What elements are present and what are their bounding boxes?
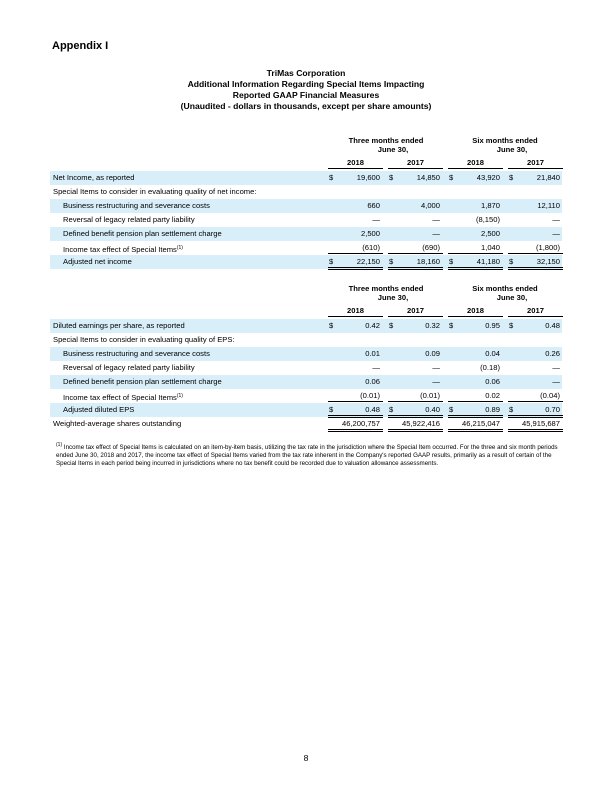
cell-value: — xyxy=(552,377,560,386)
row-label xyxy=(63,361,195,375)
row-label-text: Special Items to consider in evaluating quality of EPS: xyxy=(53,335,235,344)
table-cell xyxy=(448,171,503,183)
table-cell xyxy=(508,333,563,345)
row-label xyxy=(53,333,235,347)
six-months-header xyxy=(447,136,563,154)
cell-value: 22,150 xyxy=(356,257,380,266)
footnote-marker: (1) xyxy=(56,442,63,448)
table-row xyxy=(50,389,562,403)
cell-value: 1,870 xyxy=(480,201,500,210)
table-cell xyxy=(388,347,443,359)
cell-value: (0.01) xyxy=(420,391,440,400)
cell-value: — xyxy=(432,215,440,224)
table-cell xyxy=(448,417,503,432)
table-cell xyxy=(508,319,563,331)
table-cell xyxy=(328,347,383,359)
cell-value: 0.40 xyxy=(425,405,440,414)
table-row xyxy=(50,185,562,199)
row-label xyxy=(53,417,181,431)
table-cell xyxy=(328,185,383,197)
row-label-text: Business restructuring and severance costs xyxy=(63,201,210,210)
cell-value: 21,840 xyxy=(536,173,560,182)
row-label-text: Adjusted diluted EPS xyxy=(63,405,135,414)
table-cell xyxy=(328,375,383,387)
table-cell xyxy=(448,185,503,197)
header-line-1: Additional Information Regarding Special Items Impacting xyxy=(187,79,425,89)
year-header: 2018 xyxy=(448,157,503,169)
table-cell xyxy=(508,241,563,254)
cell-value: — xyxy=(372,363,380,372)
cell-value: 46,215,047 xyxy=(461,419,500,428)
cell-value: 0.01 xyxy=(365,349,380,358)
row-label xyxy=(63,227,222,241)
dollar-sign: $ xyxy=(449,405,454,414)
table-cell xyxy=(508,361,563,373)
table-row xyxy=(50,241,562,255)
table-cell xyxy=(508,389,563,402)
three-months-line2: June 30, xyxy=(377,145,409,154)
cell-value: 0.48 xyxy=(365,405,380,414)
table-row xyxy=(50,403,562,417)
table-cell xyxy=(508,199,563,211)
table-row xyxy=(50,347,562,361)
cell-value: (690) xyxy=(422,243,440,252)
cell-value: 0.26 xyxy=(545,349,560,358)
table-cell xyxy=(508,403,563,418)
three-months-line1: Three months ended xyxy=(348,284,424,293)
cell-value: — xyxy=(432,229,440,238)
six-months-line2: June 30, xyxy=(496,293,528,302)
table-cell xyxy=(508,255,563,270)
cell-value: 32,150 xyxy=(536,257,560,266)
row-label-text: Reversal of legacy related party liability xyxy=(63,215,195,224)
table-cell xyxy=(448,241,503,254)
table-cell xyxy=(508,171,563,183)
cell-value: (0.01) xyxy=(360,391,380,400)
three-months-line2: June 30, xyxy=(377,293,409,302)
three-months-header xyxy=(328,136,444,154)
table-cell xyxy=(328,241,383,254)
row-label-text: Adjusted net income xyxy=(63,257,132,266)
row-label xyxy=(63,199,210,213)
dollar-sign: $ xyxy=(329,257,334,266)
table-row xyxy=(50,199,562,213)
cell-value: 660 xyxy=(367,201,380,210)
table-row xyxy=(50,417,562,431)
six-months-line1: Six months ended xyxy=(472,136,538,145)
table-row xyxy=(50,375,562,389)
cell-value: (1,800) xyxy=(535,243,560,252)
table-cell xyxy=(328,171,383,183)
table-row xyxy=(50,171,562,185)
dollar-sign: $ xyxy=(329,173,334,182)
cell-value: 45,915,687 xyxy=(521,419,560,428)
cell-value: — xyxy=(432,363,440,372)
dollar-sign: $ xyxy=(389,173,394,182)
cell-value: 19,600 xyxy=(356,173,380,182)
row-label xyxy=(53,171,134,185)
row-label xyxy=(53,185,256,199)
cell-value: 4,000 xyxy=(420,201,440,210)
six-months-line1: Six months ended xyxy=(472,284,538,293)
dollar-sign: $ xyxy=(389,321,394,330)
header-line-3: (Unaudited - dollars in thousands, except per share amounts) xyxy=(180,101,432,111)
table-row xyxy=(50,227,562,241)
year-header: 2018 xyxy=(328,305,383,317)
cell-value: 2,500 xyxy=(480,229,500,238)
table-row xyxy=(50,213,562,227)
three-months-line1: Three months ended xyxy=(348,136,424,145)
dollar-sign: $ xyxy=(449,173,454,182)
cell-value: 0.95 xyxy=(485,321,500,330)
cell-value: 0.02 xyxy=(485,391,500,400)
table-cell xyxy=(448,389,503,402)
table-cell xyxy=(388,403,443,418)
cell-value: 1,040 xyxy=(480,243,500,252)
table-cell xyxy=(328,361,383,373)
six-months-header xyxy=(447,284,563,302)
table-cell xyxy=(388,361,443,373)
table-cell xyxy=(328,417,383,432)
cell-value: — xyxy=(552,215,560,224)
row-label-text: Income tax effect of Special Items xyxy=(63,245,177,254)
table-row xyxy=(50,361,562,375)
table-cell xyxy=(508,417,563,432)
cell-value: 45,922,416 xyxy=(401,419,440,428)
table-cell xyxy=(508,347,563,359)
row-label-text: Weighted-average shares outstanding xyxy=(53,419,182,428)
cell-value: 0.06 xyxy=(485,377,500,386)
cell-value: 2,500 xyxy=(360,229,380,238)
cell-value: — xyxy=(372,215,380,224)
row-label-text: Diluted earnings per share, as reported xyxy=(53,321,185,330)
table-cell xyxy=(448,319,503,331)
dollar-sign: $ xyxy=(389,405,394,414)
cell-value: 0.89 xyxy=(485,405,500,414)
cell-value: 0.06 xyxy=(365,377,380,386)
page-number: 8 xyxy=(303,753,309,763)
row-label-text: Defined benefit pension plan settlement charge xyxy=(63,377,222,386)
row-label xyxy=(63,213,195,227)
dollar-sign: $ xyxy=(389,257,394,266)
table-cell xyxy=(388,171,443,183)
table-cell xyxy=(388,241,443,254)
table-cell xyxy=(388,417,443,432)
row-label-text: Special Items to consider in evaluating quality of net income: xyxy=(53,187,257,196)
cell-value: 0.32 xyxy=(425,321,440,330)
footnote-text: Income tax effect of Special Items is calculated on an item-by-item basis, utilizing the tax rate in the jurisdiction where the Special Item occurred. For the three and six month periods ended June 30, 2018 and 2017, the income tax effect of Special Items varied from the tax rate inherent in the Company's reported GAAP results, primarily as a result of certain of the Special Items in each period being incurred in jurisdictions where no tax benefit could be recorded due to valuation allowance assessments. xyxy=(56,444,558,467)
cell-value: — xyxy=(552,363,560,372)
table-cell xyxy=(448,333,503,345)
table-cell xyxy=(328,213,383,225)
table-cell xyxy=(388,185,443,197)
three-months-header xyxy=(328,284,444,302)
cell-value: 12,110 xyxy=(537,201,560,210)
table-cell xyxy=(388,375,443,387)
footnote-ref: (1) xyxy=(176,393,183,399)
table-cell xyxy=(448,227,503,239)
table-cell xyxy=(508,185,563,197)
row-label-text: Net Income, as reported xyxy=(53,173,135,182)
table-cell xyxy=(388,389,443,402)
table-cell xyxy=(388,255,443,270)
table-cell xyxy=(328,389,383,402)
year-header: 2018 xyxy=(328,157,383,169)
table-cell xyxy=(448,213,503,225)
table-cell xyxy=(328,319,383,331)
row-label-text: Business restructuring and severance costs xyxy=(63,349,210,358)
cell-value: (0.04) xyxy=(540,391,560,400)
row-label xyxy=(63,255,132,269)
cell-value: — xyxy=(552,229,560,238)
cell-value: 0.70 xyxy=(545,405,560,414)
table-cell xyxy=(508,375,563,387)
dollar-sign: $ xyxy=(329,405,334,414)
row-label xyxy=(63,375,222,389)
table-cell xyxy=(508,227,563,239)
dollar-sign: $ xyxy=(509,405,514,414)
company-name: TriMas Corporation xyxy=(266,68,346,78)
dollar-sign: $ xyxy=(449,257,454,266)
table-cell xyxy=(448,347,503,359)
cell-value: — xyxy=(432,377,440,386)
table-cell xyxy=(448,199,503,211)
table-cell xyxy=(328,199,383,211)
table-row xyxy=(50,319,562,333)
table-cell xyxy=(448,255,503,270)
year-header: 2017 xyxy=(388,305,443,317)
dollar-sign: $ xyxy=(329,321,334,330)
appendix-title: Appendix I xyxy=(52,40,109,52)
cell-value: 18,160 xyxy=(416,257,440,266)
cell-value: 0.04 xyxy=(485,349,500,358)
cell-value: 43,920 xyxy=(476,173,500,182)
six-months-line2: June 30, xyxy=(496,145,528,154)
year-header: 2017 xyxy=(508,305,563,317)
footnote-ref: (1) xyxy=(176,245,183,251)
cell-value: (8,150) xyxy=(475,215,500,224)
cell-value: 0.09 xyxy=(425,349,440,358)
table-cell xyxy=(448,361,503,373)
table-cell xyxy=(388,319,443,331)
table-cell xyxy=(328,255,383,270)
row-label xyxy=(63,403,134,417)
row-label xyxy=(63,347,210,361)
table-cell xyxy=(328,333,383,345)
table-row xyxy=(50,255,562,269)
table-cell xyxy=(388,213,443,225)
table-row xyxy=(50,333,562,347)
row-label xyxy=(53,319,185,333)
dollar-sign: $ xyxy=(509,257,514,266)
table-cell xyxy=(388,333,443,345)
cell-value: 0.48 xyxy=(545,321,560,330)
header-line-2: Reported GAAP Financial Measures xyxy=(232,90,380,100)
table-cell xyxy=(328,227,383,239)
year-header: 2017 xyxy=(508,157,563,169)
cell-value: 46,200,757 xyxy=(341,419,380,428)
cell-value: 41,180 xyxy=(476,257,500,266)
cell-value: 14,850 xyxy=(416,173,440,182)
table-cell xyxy=(388,227,443,239)
cell-value: (0.18) xyxy=(480,363,500,372)
cell-value: (610) xyxy=(362,243,380,252)
row-label-text: Income tax effect of Special Items xyxy=(63,393,177,402)
cell-value: 0.42 xyxy=(365,321,380,330)
table-cell xyxy=(448,403,503,418)
table-cell xyxy=(388,199,443,211)
dollar-sign: $ xyxy=(509,321,514,330)
footnote xyxy=(56,442,562,467)
table-cell xyxy=(328,403,383,418)
row-label-text: Defined benefit pension plan settlement charge xyxy=(63,229,222,238)
row-label-text: Reversal of legacy related party liability xyxy=(63,363,195,372)
dollar-sign: $ xyxy=(509,173,514,182)
table-cell xyxy=(508,213,563,225)
year-header: 2018 xyxy=(448,305,503,317)
table-cell xyxy=(448,375,503,387)
year-header: 2017 xyxy=(388,157,443,169)
dollar-sign: $ xyxy=(449,321,454,330)
